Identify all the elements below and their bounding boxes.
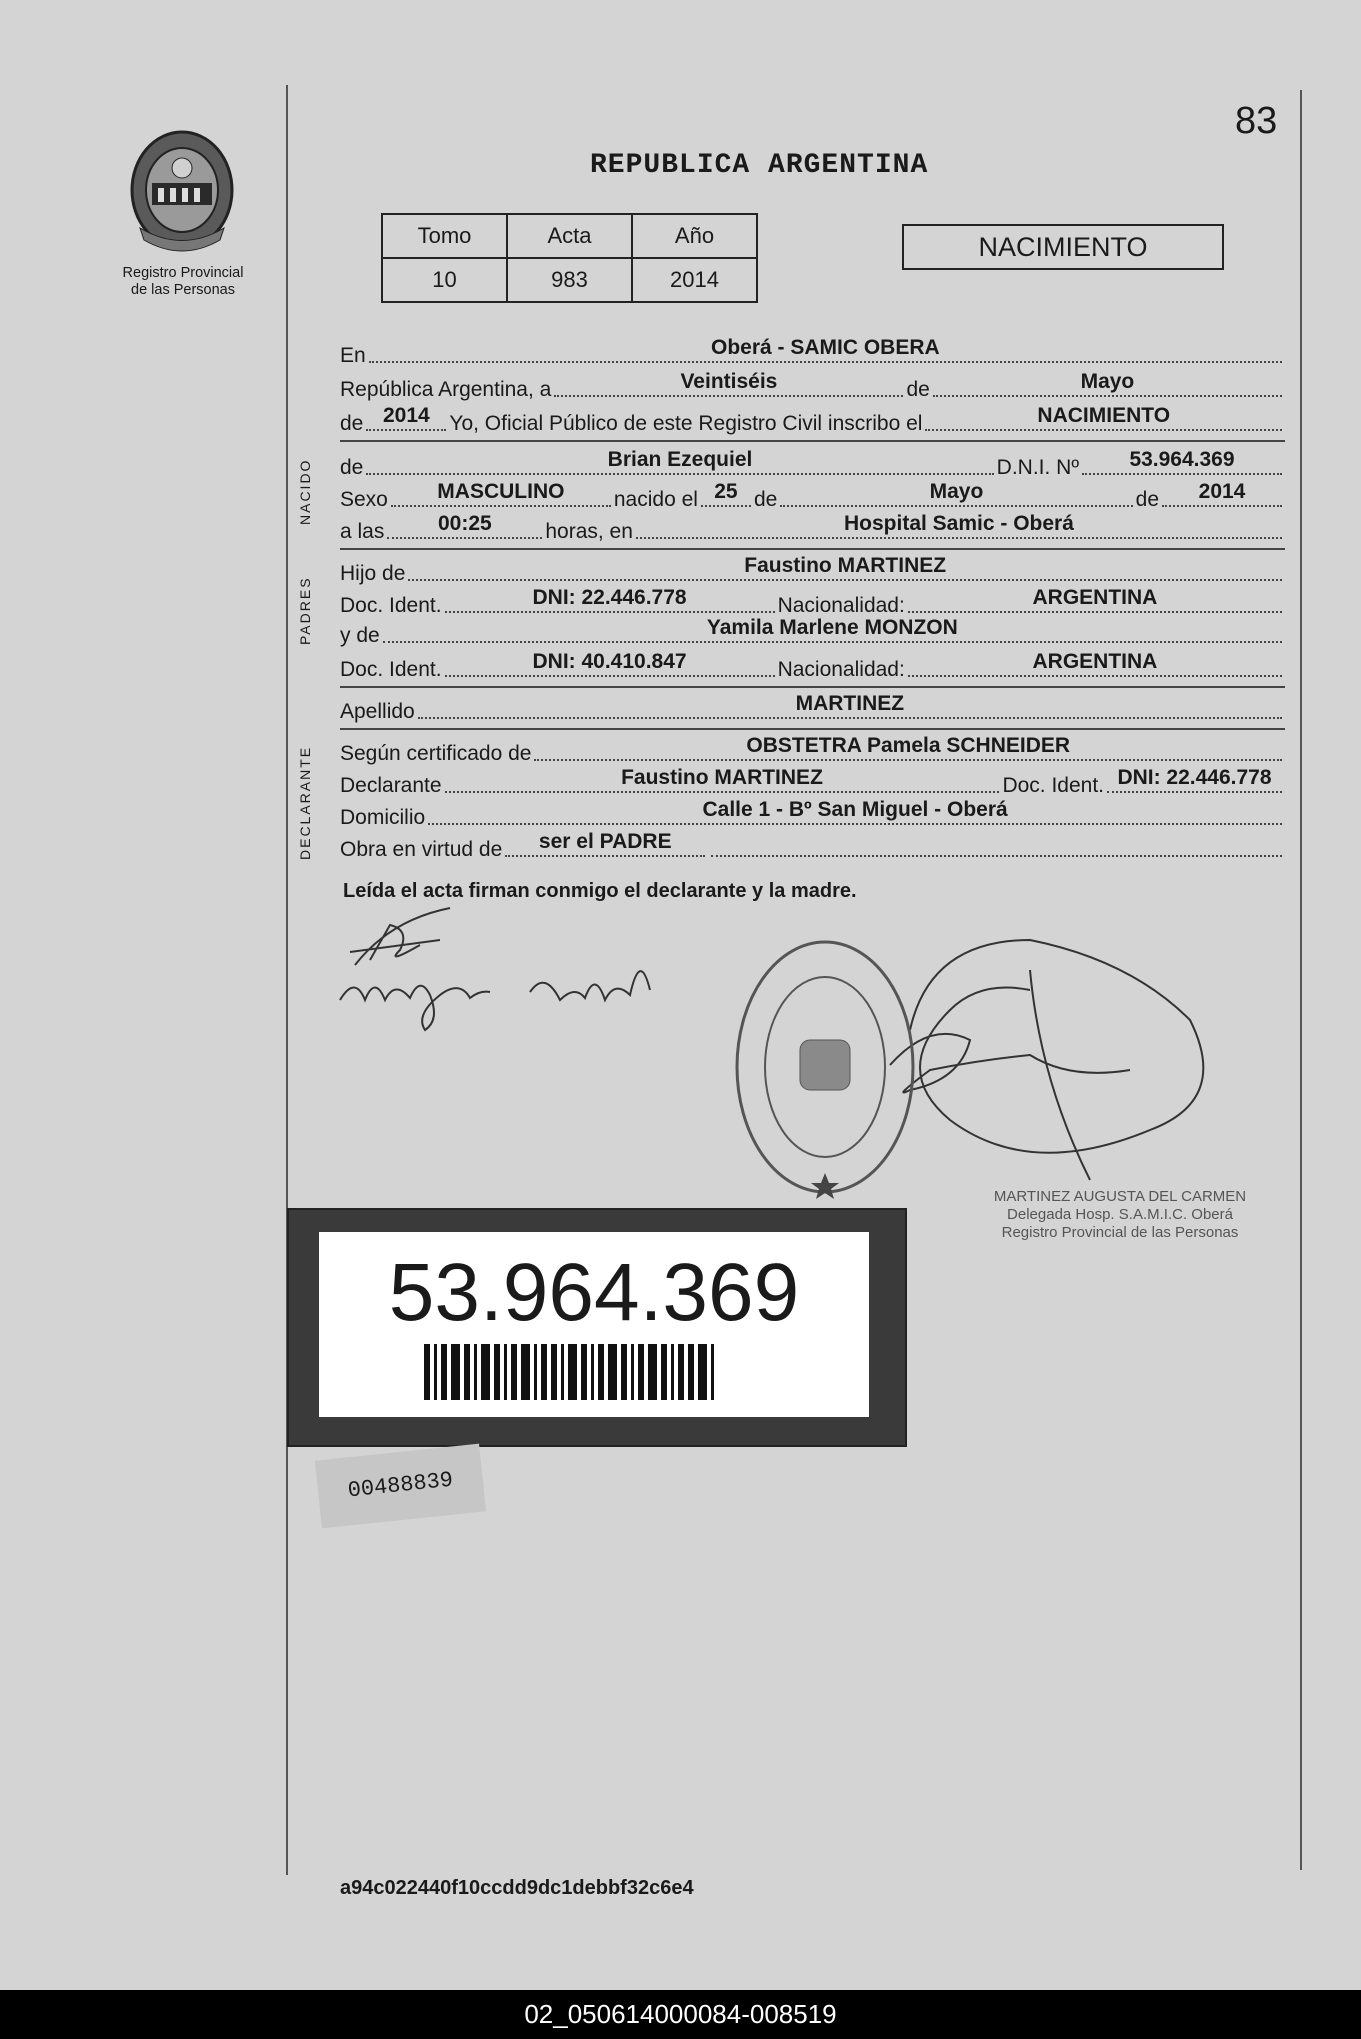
mother-nationality-value: ARGENTINA (1032, 650, 1158, 673)
separator (340, 686, 1285, 688)
year-prefix-label: de (340, 412, 364, 435)
officer-line-1: MARTINEZ AUGUSTA DEL CARMEN (993, 1188, 1247, 1205)
barcode-icon (424, 1344, 794, 1400)
anio-header: Año (632, 214, 757, 258)
separator (340, 728, 1285, 730)
certificate-value: OBSTETRA Pamela SCHNEIDER (746, 734, 1071, 757)
de-label: de (753, 488, 778, 511)
serial-label: 00488839 (315, 1444, 486, 1529)
section-nacido-label: NACIDO (297, 458, 313, 525)
record-type-box: NACIMIENTO (902, 224, 1224, 270)
registry-name (103, 265, 263, 299)
nacionalidad-label: Nacionalidad: (777, 658, 905, 681)
row-place (340, 336, 1285, 368)
de-label: de (1135, 488, 1159, 511)
mother-name-value: Yamila Marlene MONZON (706, 616, 958, 639)
file-id-footer: 02_050614000084-008519 (0, 1990, 1361, 2039)
birth-place-value: Hospital Samic - Oberá (844, 512, 1074, 535)
declarant-doc-value: DNI: 22.446.778 (1117, 766, 1272, 789)
address-value: Calle 1 - Bº San Miguel - Oberá (702, 798, 1008, 821)
anio-value: 2014 (632, 258, 757, 302)
row-statement (340, 404, 1285, 436)
day-written-value: Veintiséis (680, 370, 778, 393)
row-capacity (340, 830, 1285, 862)
registry-line-1: Registro Provincial (122, 265, 244, 281)
acta-value: 983 (507, 258, 632, 302)
statement-text: Yo, Oficial Público de este Registro Civil inscribo el (449, 412, 923, 435)
birth-time-value: 00:25 (438, 512, 492, 535)
en-label: En (340, 344, 366, 367)
row-certificate (340, 734, 1285, 766)
doc-ident-label: Doc. Ident. (1002, 774, 1104, 797)
page-number: 83 (1235, 100, 1278, 142)
declarante-label: Declarante (340, 774, 442, 797)
doc-ident-label: Doc. Ident. (340, 594, 442, 617)
republica-label: República Argentina, a (340, 378, 552, 401)
segun-certificado-label: Según certificado de (340, 742, 532, 765)
row-surname (340, 692, 1285, 724)
birth-day-value: 25 (714, 480, 738, 503)
y-de-label: y de (340, 624, 380, 647)
section-padres-label: PADRES (297, 576, 313, 645)
mother-doc-value: DNI: 40.410.847 (532, 650, 687, 673)
province-emblem-icon (120, 128, 245, 258)
hijo-de-label: Hijo de (340, 562, 406, 585)
document-title: REPUBLICA ARGENTINA (590, 150, 929, 181)
doc-ident-label: Doc. Ident. (340, 658, 442, 681)
closing-statement: Leída el acta firman conmigo el declarante y la madre. (343, 880, 857, 902)
left-margin-line (286, 85, 288, 1875)
de-label: de (340, 456, 364, 479)
year-value: 2014 (383, 404, 430, 427)
separator (340, 440, 1285, 442)
horas-en-label: horas, en (545, 520, 633, 543)
sex-value: MASCULINO (437, 480, 565, 503)
nacido-el-label: nacido el (613, 488, 698, 511)
tomo-header: Tomo (382, 214, 507, 258)
row-sex-birth (340, 480, 1285, 512)
officer-stamp (955, 1188, 1285, 1242)
act-type-value: NACIMIENTO (1037, 404, 1171, 427)
dni-sticker (287, 1208, 907, 1447)
registry-line-2: de las Personas (131, 282, 235, 298)
father-doc-value: DNI: 22.446.778 (532, 586, 687, 609)
obra-en-virtud-label: Obra en virtud de (340, 838, 503, 861)
capacity-value: ser el PADRE (538, 830, 672, 853)
volume-table (381, 213, 758, 303)
nacionalidad-label: Nacionalidad: (777, 594, 905, 617)
acta-header: Acta (507, 214, 632, 258)
row-declarant (340, 766, 1285, 798)
row-child-name (340, 448, 1285, 480)
row-time-place (340, 512, 1285, 544)
tomo-value: 10 (382, 258, 507, 302)
month-value: Mayo (1080, 370, 1135, 393)
registry-seal-stamp (730, 935, 920, 1200)
birth-year-value: 2014 (1198, 480, 1246, 503)
row-mother (340, 616, 1285, 648)
surname-value: MARTINEZ (795, 692, 905, 715)
row-address (340, 798, 1285, 830)
apellido-label: Apellido (340, 700, 415, 723)
dni-number: 53.964.369 (388, 1247, 800, 1338)
father-name-value: Faustino MARTINEZ (744, 554, 947, 577)
birth-month-value: Mayo (929, 480, 984, 503)
row-father-doc (340, 586, 1285, 618)
separator (340, 548, 1285, 550)
row-father (340, 554, 1285, 586)
officer-line-2: Delegada Hosp. S.A.M.I.C. Oberá (1007, 1206, 1233, 1223)
a-las-label: a las (340, 520, 385, 543)
section-declarante-label: DECLARANTE (297, 745, 313, 860)
child-dni-value: 53.964.369 (1129, 448, 1235, 471)
row-date (340, 370, 1285, 402)
row-mother-doc (340, 650, 1285, 682)
sexo-label: Sexo (340, 488, 388, 511)
officer-line-3: Registro Provincial de las Personas (1001, 1224, 1239, 1241)
place-value: Oberá - SAMIC OBERA (710, 336, 940, 359)
child-name-value: Brian Ezequiel (607, 448, 753, 471)
father-nationality-value: ARGENTINA (1032, 586, 1158, 609)
domicilio-label: Domicilio (340, 806, 426, 829)
dni-label: D.N.I. Nº (996, 456, 1079, 479)
de-label: de (906, 378, 930, 401)
declarant-value: Faustino MARTINEZ (621, 766, 823, 789)
document-hash: a94c022440f10ccdd9dc1debbf32c6e4 (340, 1877, 694, 1899)
